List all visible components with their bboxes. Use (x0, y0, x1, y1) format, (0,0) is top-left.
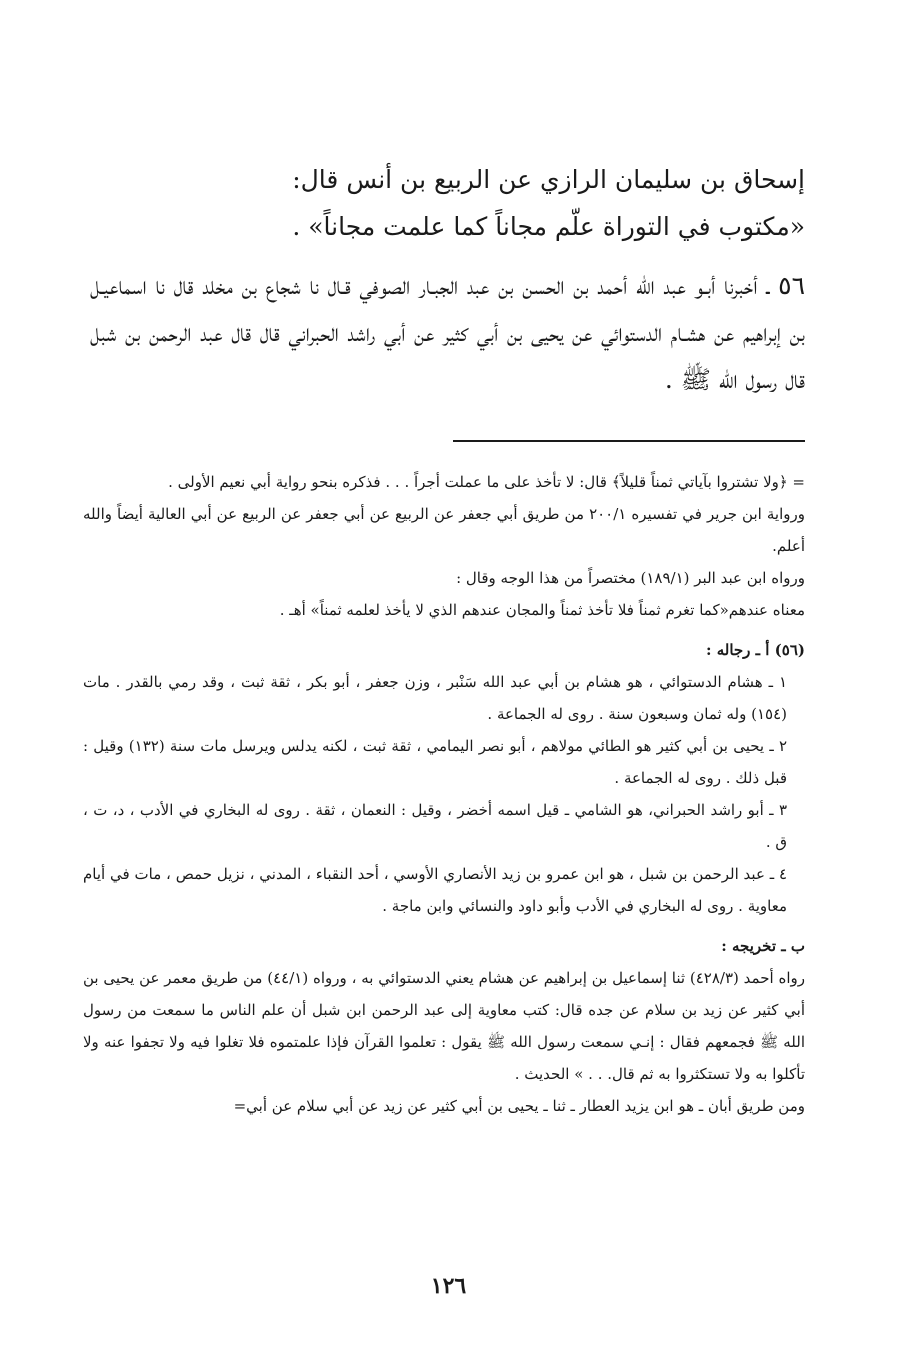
takhrij-heading: ب ـ تخريجه : (721, 937, 805, 955)
takhrij-paragraph: رواه أحمد (٤٢٨/٣) ثنا إسماعيل بن إبراهيم عن هشام يعني الدستوائي به ، ورواه (٤٤/١) من طريق معمر عن يحيى بن أبي كثير عن زيد بن سلام عن جده قال: كتب معاوية إلى عبد الرحمن ابن شبل أن علم الناس ما سمعت من رسول الله ﷺ فجمعهم فقال : إنـي سمعت رسول الله ﷺ يقول : تعلموا القرآن فإذا علمتموه فلا تغلوا فيه ولا تجفوا عنه ولا تأكلوا به ولا تستكثروا به ثم قال. . . » الحديث . (83, 969, 805, 1083)
footnote-divider (453, 440, 805, 442)
footnote-paragraph: معناه عندهم«كما تغرم ثمناً فلا تأخذ ثمناً والمجان عندهم الذي لا يأخذ لعلمه ثمناً» أهـ . (279, 601, 805, 619)
footnote-paragraph: ورواه ابن عبد البر (١٨٩/١) مختصراً من هذا الوجه وقال : (456, 569, 805, 587)
rijal-item: ٤ ـ عبد الرحمن بن شبل ، هو ابن عمرو بن زيد الأنصاري الأوسي ، أحد النقباء ، المدني ، نزيل حمص ، مات في أيام معاوية . روى له البخاري في الأدب وأبو داود والنسائي وابن ماجة . (83, 865, 787, 915)
footnote-continuation: = ﴿ولا تشتروا بآياتي ثمناً قليلاً﴾ قال: لا تأخذ على ما عملت أجراً . . . فذكره بنحو رواية أبي نعيم الأولى . (168, 473, 805, 491)
rijal-item: ٣ ـ أبو راشد الحبراني، هو الشامي ـ قيل اسمه أخضر ، وقيل : النعمان ، ثقة . روى له البخاري في الأدب ، د، ت ، ق . (83, 801, 787, 851)
rijal-item: ١ ـ هشام الدستوائي ، هو هشام بن أبي عبد الله سَنْبر ، وزن جعفر ، أبو بكر ، ثقة ثبت ، وقد رمي بالقدر . مات (١٥٤) وله ثمان وسبعون سنة . روى له الجماعة . (83, 673, 787, 723)
rijal-heading: (٥٦) أ ـ رجاله : (705, 641, 805, 659)
takhrij-paragraph: ومن طريق أبان ـ هو ابن يزيد العطار ـ ثنا ـ يحيى بن أبي كثير عن زيد عن أبي سلام عن أبي= (233, 1097, 805, 1115)
text-line-quote: «مكتوب في التوراة علّم مجاناً كما علمت مجاناً» . (292, 212, 805, 241)
hadith-56-paragraph: ٥٦ ـ أخبرنا أبـو عبد الله أحمد بن الحسن بن عبد الجبـار الصوفي قـال نا شجاع بن مخلد قال نا اسماعيـل بن إبراهيم عن هشـام الدستوائي عن يحيى بن أبي كثير عن أبي راشد الحبراني قال قال عبد الرحمن بن شبل قال رسول الله ﷺ . (90, 271, 805, 394)
page-number: ١٢٦ (430, 1273, 467, 1299)
text-line-isnad: إسحاق بن سليمان الرازي عن الربيع بن أنس قال: (292, 165, 805, 194)
rijal-item: ٢ ـ يحيى بن أبي كثير هو الطائي مولاهم ، أبو نصر اليمامي ، ثقة ثبت ، لكنه يدلس ويرسل مات سنة (١٣٢) وقيل : قبل ذلك . روى له الجماعة . (83, 737, 787, 787)
main-text (90, 156, 805, 403)
footnotes (83, 466, 805, 1122)
footnote-paragraph: ورواية ابن جرير في تفسيره ٢٠٠/١ من طريق أبي جعفر عن الربيع عن أبي جعفر عن الربيع عن أبي العالية أيضاً والله أعلم. (83, 505, 805, 555)
